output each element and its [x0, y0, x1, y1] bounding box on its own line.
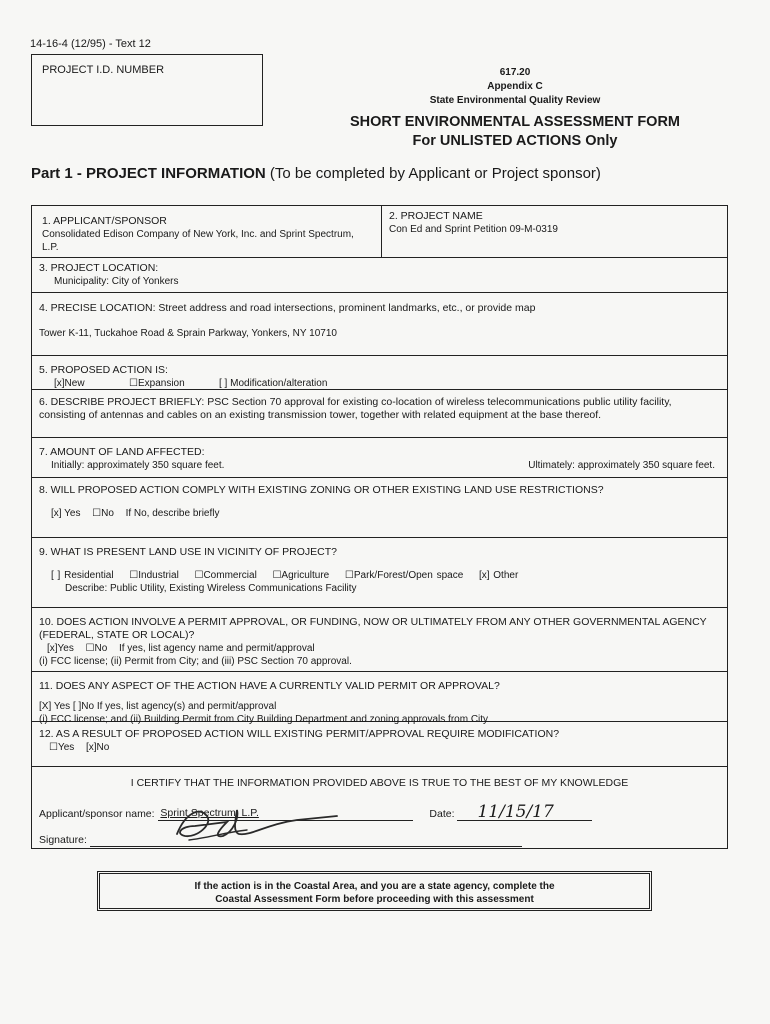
q11-label: 11. DOES ANY ASPECT OF THE ACTION HAVE A CURRENTLY VALID PERMIT OR APPROVAL?	[39, 680, 500, 692]
coastal-note-line2: Coastal Assessment Form before proceeding with this assessment	[215, 894, 534, 905]
q3-label: 3. PROJECT LOCATION:	[39, 262, 159, 274]
header-review: State Environmental Quality Review	[429, 95, 601, 106]
q12-option-yes[interactable]: ☐Yes	[49, 742, 75, 753]
q9-options	[39, 569, 720, 582]
form-title: SHORT ENVIRONMENTAL ASSESSMENT FORM	[349, 114, 681, 130]
project-info-form	[31, 205, 728, 849]
q12-label: 12. AS A RESULT OF PROPOSED ACTION WILL EXISTING PERMIT/APPROVAL REQUIRE MODIFICATION?	[39, 728, 560, 740]
q9-label: 9. WHAT IS PRESENT LAND USE IN VICINITY OF PROJECT?	[39, 546, 337, 558]
q3-value[interactable]: Municipality: City of Yonkers	[54, 276, 179, 287]
coastal-note-line1: If the action is in the Coastal Area, and you are a state agency, complete the	[194, 881, 555, 892]
part1-instructions: (To be completed by Applicant or Project sponsor)	[265, 165, 601, 182]
q12-modification	[32, 722, 727, 767]
q10-label: 10. DOES ACTION INVOLVE A PERMIT APPROVAL, OR FUNDING, NOW OR ULTIMATELY FROM ANY OTHER GOVERNMENTAL AGENCY (FEDERAL, STATE OR LOCAL)?	[39, 616, 707, 641]
q12-options	[39, 741, 720, 754]
q3-location	[32, 258, 727, 293]
signature-mark	[167, 802, 357, 846]
applicant-name-value: Sprint Spectrum, L.P.	[160, 807, 259, 819]
q9-describe[interactable]: Describe: Public Utility, Existing Wireless Communications Facility	[65, 583, 357, 594]
q9-option-other[interactable]: [x] Other	[478, 570, 519, 581]
part1-heading	[31, 165, 601, 182]
q10-permit	[32, 608, 727, 672]
row-applicant-project	[32, 206, 727, 258]
signature-row	[39, 833, 720, 847]
q10-if-yes: If yes, list agency name and permit/approval	[118, 643, 315, 654]
form-subtitle: For UNLISTED ACTIONS Only	[412, 133, 618, 149]
header-appendix: Appendix C	[487, 81, 543, 92]
q9-option-park[interactable]: ☐Park/Forest/Open space	[344, 570, 464, 581]
q10-answer[interactable]: (i) FCC license; (ii) Permit from City; and (iii) PSC Section 70 approval.	[39, 656, 352, 667]
q8-if-no: If No, describe briefly	[125, 508, 220, 519]
q6-describe-project	[32, 390, 727, 438]
q8-option-no[interactable]: ☐No	[92, 508, 114, 519]
q10-option-no[interactable]: ☐No	[85, 643, 108, 654]
q11-answer[interactable]: (i) FCC license; and (ii) Building Permit from City Building Department and zoning approvals from City	[39, 714, 489, 725]
q7-values	[39, 459, 720, 472]
certification-text: I CERTIFY THAT THE INFORMATION PROVIDED ABOVE IS TRUE TO THE BEST OF MY KNOWLEDGE	[130, 777, 629, 789]
q8-option-yes[interactable]: [x] Yes	[51, 508, 81, 519]
q1-label: 1. APPLICANT/SPONSOR	[42, 215, 167, 227]
q1-value[interactable]: Consolidated Edison Company of New York, Inc. and Sprint Spectrum, L.P.	[42, 229, 354, 253]
q7-land-affected	[32, 438, 727, 478]
date-label: Date:	[429, 808, 455, 820]
q2-label: 2. PROJECT NAME	[389, 210, 483, 222]
form-code: 14-16-4 (12/95) - Text 12	[30, 38, 151, 50]
project-id-box[interactable]	[31, 54, 263, 126]
q4-value[interactable]: Tower K-11, Tuckahoe Road & Sprain Parkway, Yonkers, NY 10710	[39, 328, 337, 339]
q7-initially[interactable]: Initially: approximately 350 square feet.	[51, 460, 225, 471]
applicant-name-label: Applicant/sponsor name:	[39, 808, 155, 820]
q5-option-new[interactable]: [x]New	[54, 378, 85, 389]
q11-options[interactable]: [X] Yes [ ]No If yes, list agency(s) and permit/approval	[39, 701, 277, 712]
q11-valid-permit	[32, 672, 727, 725]
q12-option-no[interactable]: [x]No	[85, 742, 110, 753]
q5-label: 5. PROPOSED ACTION IS:	[39, 364, 168, 376]
q9-option-agriculture[interactable]: ☐Agriculture	[272, 570, 330, 581]
header-section: 617.20	[499, 67, 531, 78]
q5-option-modification[interactable]: [ ] Modification/alteration	[219, 378, 328, 389]
q5-option-expansion[interactable]: ☐Expansion	[129, 378, 185, 389]
certification-section	[32, 767, 727, 848]
q8-label: 8. WILL PROPOSED ACTION COMPLY WITH EXISTING ZONING OR OTHER EXISTING LAND USE RESTRICTIONS?	[39, 484, 604, 496]
q5-options	[39, 377, 720, 390]
q4-precise-location	[32, 293, 727, 356]
q1-applicant	[32, 206, 382, 257]
q9-option-industrial[interactable]: ☐Industrial	[129, 570, 179, 581]
q7-ultimately[interactable]: Ultimately: approximately 350 square feet.	[528, 460, 715, 471]
q2-value[interactable]: Con Ed and Sprint Petition 09-M-0319	[389, 224, 558, 235]
q9-option-residential[interactable]: [ ] Residential	[51, 570, 114, 581]
project-id-label: PROJECT I.D. NUMBER	[42, 64, 165, 76]
q8-zoning	[32, 478, 727, 538]
q5-proposed-action	[32, 356, 727, 390]
q7-label: 7. AMOUNT OF LAND AFFECTED:	[39, 446, 205, 458]
signature-label: Signature:	[39, 834, 87, 846]
q6-text[interactable]: 6. DESCRIBE PROJECT BRIEFLY: PSC Section 70 approval for existing co-location of wireless telecommunications public utility facility, consisting of antennas and cables on an existing transmission tower, together with related equipment at the base thereof.	[39, 396, 672, 421]
coastal-area-note	[97, 871, 652, 911]
q8-options	[39, 507, 720, 520]
date-value: 11/15/17	[477, 802, 554, 822]
certification-name-row	[39, 804, 720, 821]
part1-title: Part 1 - PROJECT INFORMATION	[31, 165, 266, 182]
date-field[interactable]	[457, 804, 592, 821]
q10-option-yes[interactable]: [x]Yes	[47, 643, 74, 654]
form-header	[330, 66, 700, 151]
q10-options	[39, 642, 720, 655]
q2-project-name	[382, 206, 727, 257]
q9-option-commercial[interactable]: ☐Commercial	[194, 570, 257, 581]
q9-land-use	[32, 538, 727, 608]
q4-label: 4. PRECISE LOCATION: Street address and road intersections, prominent landmarks, etc., or provide map	[39, 302, 536, 314]
